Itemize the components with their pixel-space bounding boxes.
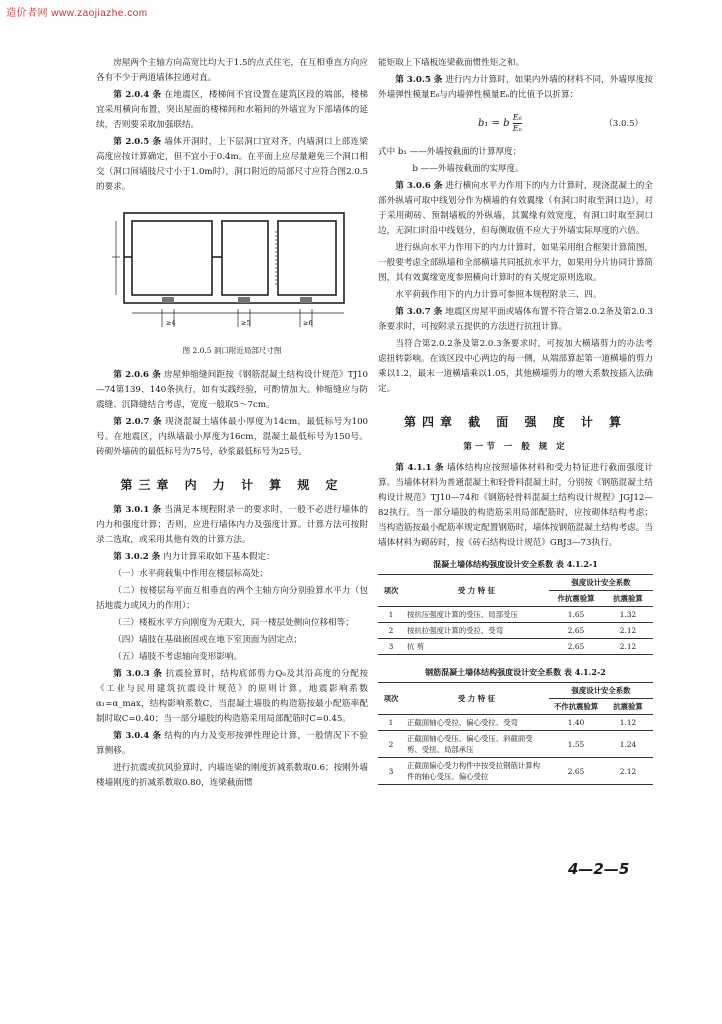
article-4-1-1 (378, 461, 653, 551)
article-number: 第 2.0.5 条 (113, 137, 162, 147)
table-cell: 2.65 (549, 758, 603, 785)
article-3-0-2 (96, 550, 368, 565)
article-text: 房屋伸缩缝间距按《钢筋混凝土结构设计规范》TJ10—74第139、140条执行，如有实践经验，可酌情加大。伸缩缝应与防震缝、沉降缝结合考虑，宽度一般取5～7cm。 (96, 370, 369, 410)
assumption-item: （四）墙肢在基础嵌固或在地下室顶面为固定点； (113, 635, 303, 645)
table-cell: 2.12 (603, 639, 653, 655)
table-cell: 3 (378, 758, 404, 785)
article-number: 第 3.0.5 条 (395, 75, 443, 85)
article-text: 地震区房屋平面或墙体布置不符合第2.0.2条及第2.0.3条要求时，可按附录五提供的方法进行抗扭计算。 (378, 307, 654, 332)
left-column (96, 56, 368, 793)
article-number: 第 2.0.4 条 (113, 90, 162, 100)
formula-lhs: b₁ = b (478, 118, 510, 129)
table-cell: 3 (378, 639, 404, 655)
article-3-0-4 (96, 729, 368, 759)
table-row (378, 623, 653, 639)
article-2-0-7 (96, 415, 368, 460)
table-row (378, 758, 653, 785)
article-number: 第 3.0.2 条 (113, 552, 161, 562)
table-cell: 正截面轴心受拉、偏心受拉、受弯 (404, 715, 549, 731)
article-3-0-1 (96, 503, 368, 548)
opening-layout-drawing (102, 201, 364, 339)
safety-factor-table-reinforced (378, 682, 653, 785)
paragraph: 房屋两个主轴方向高宽比均大于1.5的点式住宅，在互相垂直方向应各有不少于两道墙体拉通对直。 (96, 58, 368, 83)
table-cell: 正截面偏心受力构件中按受拉钢筋计算构件的轴心受压、偏心受拉 (404, 758, 549, 785)
article-text: 墙体开洞时，上下层洞口宜对齐，内墙洞口上部连梁高度应按计算确定，但不宜小于0.4m。在平面上应尽量避免三个洞口相交（洞口间墙肢尺寸小于1.0m时），洞口附近的局部尺寸应符合图2.0.5的要求。 (96, 137, 369, 192)
article-text: 在地震区，楼梯间不宜设置在建筑区段的端部，楼梯宜采用横向布置，突出屋面的楼梯间和水箱间的外墙宜为下部墙体的延续，否则要采取加强联结。 (96, 90, 369, 130)
table-cell: 1.55 (549, 731, 603, 758)
assumption-item: （三）楼板水平方向刚度为无限大，同一楼层处侧向位移相等； (113, 618, 354, 628)
article-text: 墙体结构应按照墙体材料和受力特征进行截面强度计算。当墙体材料为普通混凝土和轻骨料混凝土时，分别按《钢筋混凝土结构设计规范》TJ10—74和《钢筋轻骨料混凝土结构设计规程》JGJ12—82执行。当一部分墙肢的构造筋采用局部配筋时，应按砌体结构考虑；当构造筋按最小配筋率规定配置钢筋时，墙体按钢筋混凝土结构考虑。当墙体材料为砌砖时，按《砖石结构设计规范》GBJ3—73执行。 (378, 463, 654, 548)
column-header: 强度设计安全系数 (549, 683, 653, 699)
table-row (378, 715, 653, 731)
formula-where: 式中 b₁ ——外墙按截面的计算厚度； (378, 147, 522, 157)
assumption-item: （五）墙肢不考虑轴向变形影响。 (113, 652, 243, 662)
table-cell: 2.65 (549, 639, 603, 655)
paragraph: 进行抗震或抗风验算时，内墙连梁的刚度折减系数取0.6；按刚外墙楼墙刚度的折减系数取0.80，连梁截面惯 (96, 763, 368, 788)
table-row (378, 639, 653, 655)
table-cell: 1 (378, 607, 404, 623)
formula-denominator: Eₙ (512, 124, 522, 133)
article-text: 内力计算采取如下基本假定： (163, 552, 275, 562)
assumption-item: （一）水平荷载集中作用在楼层标高处； (113, 569, 268, 579)
article-number: 第 3.0.1 条 (113, 505, 162, 515)
table-cell: 按抗拉强度计算的受拉、受弯 (404, 623, 549, 639)
safety-factor-table-concrete (378, 574, 653, 655)
watermark: 造价者网 www.zaojiazhe.com (6, 8, 148, 19)
table-cell: 抗 剪 (404, 639, 549, 655)
column-header: 不作抗震验算 (549, 699, 603, 715)
column-header: 抗震验算 (603, 699, 653, 715)
column-header: 作抗震验算 (549, 591, 603, 607)
chapter-3-title: 第三章 内 力 计 算 规 定 (120, 478, 344, 492)
article-3-0-6 (378, 179, 653, 239)
article-3-0-7 (378, 305, 653, 335)
formula-3-0-5 (378, 107, 653, 141)
formula-where: b ——外墙按截面的实厚度。 (412, 164, 524, 174)
formula-number: （3.0.5） (604, 119, 643, 129)
article-2-0-5 (96, 135, 368, 195)
dimension-label: ≥6 (303, 319, 313, 327)
table-cell: 1 (378, 715, 404, 731)
section-1-title: 第一节 一 般 规 定 (463, 442, 568, 452)
article-number: 第 2.0.7 条 (113, 417, 162, 427)
article-text: 现浇混凝土墙体最小厚度为14cm，最低标号为100号。在地震区，内纵墙最小厚度为16cm，混凝土最低标号为150号。砖砌外墙砖的最低标号为75号，砂浆最低标号为25号。 (96, 417, 369, 457)
article-3-0-3 (96, 667, 368, 727)
column-header: 受 力 特 征 (404, 575, 549, 607)
dimension-label: ≥4 (166, 319, 176, 327)
formula-fraction (513, 113, 522, 134)
figure-2-0-5 (102, 201, 364, 339)
paragraph: 能矩取上下墙板连梁截面惯性矩之和。 (378, 58, 525, 68)
table-cell: 正截面轴心受压、偏心受压、斜截面受剪、受扭、局部承压 (404, 731, 549, 758)
table-caption: 混凝土墙体结构强度设计安全系数 表 4.1.2-1 (433, 559, 598, 569)
column-header: 项次 (378, 683, 404, 715)
assumption-item: （二）按楼层每平面互相垂直的两个主轴方向分别验算水平力（包括地震力或风力的作用）； (96, 586, 368, 611)
paragraph: 进行纵向水平力作用下的内力计算时，如果采用组合框架计算简图，一般要考虑全部纵墙和全部横墙共同抵抗水平力，如果用分片协同计算简图，其有效翼缘宽度参照横向计算时的有关规定原则选取。 (378, 243, 654, 283)
article-text: 抗震验算时，结构底部剪力Q₀及其沿高度的分配按《工业与民用建筑抗震设计规范》的原则计算，地震影响系数α₁=α_max，结构影响系数C，当混凝土墙肢的构造筋按最小配筋率配制时取C=0.40；当一部分墙肢的构造筋采用局部配筋时C=0.45。 (96, 669, 368, 724)
table-cell: 1.24 (603, 731, 653, 758)
right-column (378, 56, 653, 785)
table-row (378, 607, 653, 623)
article-text: 结构的内力及变形按弹性理论计算，一般情况下不验算侧移。 (96, 731, 369, 756)
column-header: 强度设计安全系数 (549, 575, 653, 591)
article-number: 第 4.1.1 条 (395, 463, 444, 473)
table-cell: 2 (378, 731, 404, 758)
article-number: 第 3.0.7 条 (395, 307, 443, 317)
article-2-0-6 (96, 368, 368, 413)
table-cell: 2.12 (603, 758, 653, 785)
article-number: 第 3.0.3 条 (113, 669, 163, 679)
article-number: 第 2.0.6 条 (113, 370, 161, 380)
table-cell: 1.32 (603, 607, 653, 623)
table-cell: 1.65 (549, 607, 603, 623)
article-text: 进行内力计算时，如果内外墙的材料不同，外墙厚度按外墙弹性模量E₆与内墙弹性模量Eₙ的比值予以折算： (378, 75, 653, 100)
formula-expression (478, 113, 522, 134)
article-text: 进行横向水平力作用下的内力计算时，现浇混凝土的全部外纵墙可取中线划分作为横墙的有效翼缘（有洞口时取至洞口边），对于采用砌砖、预制墙板的外纵墙，其翼缘有效宽度，有洞口时取至洞口边，无洞口时沿中线划分，但每侧取值不应大于外墙实际厚度的六倍。 (378, 181, 653, 236)
table-cell: 按抗压强度计算的受压、局部受压 (404, 607, 549, 623)
article-2-0-4 (96, 88, 368, 133)
column-header: 项次 (378, 575, 404, 607)
article-number: 第 3.0.4 条 (113, 731, 162, 741)
table-row (378, 731, 653, 758)
table-cell: 2.12 (603, 623, 653, 639)
column-header: 抗震验算 (603, 591, 653, 607)
table-cell: 1.12 (603, 715, 653, 731)
chapter-4-title: 第四章 截 面 强 度 计 算 (403, 415, 628, 429)
article-number: 第 3.0.6 条 (395, 181, 443, 191)
paragraph: 当符合第2.0.2条及第2.0.3条要求时，可按加大横墙剪力的办法考虑扭转影响。在该区段中心两边的每一侧，从端部算起第一道横墙的剪力乘以1.2，最末一道横墙乘以1.05，其他横墙剪力的增大系数按插入法确定。 (378, 339, 654, 394)
column-header: 受 力 特 征 (404, 683, 549, 715)
article-3-0-5 (378, 73, 653, 103)
paragraph: 水平荷载作用下的内力计算可参照本规程附录三、四。 (395, 290, 602, 300)
table-cell: 2.65 (549, 623, 603, 639)
table-cell: 1.40 (549, 715, 603, 731)
table-cell: 2 (378, 623, 404, 639)
formula-numerator: E₆ (512, 113, 522, 122)
dimension-label: ≥5 (241, 319, 251, 327)
figure-caption: 图 2.0.5 洞口附近局部尺寸图 (182, 346, 282, 355)
page-number: 4—2—5 (568, 860, 630, 878)
table-caption: 钢筋混凝土墙体结构强度设计安全系数 表 4.1.2-2 (425, 667, 606, 677)
article-text: 当满足本规程附录一的要求时，一般不必进行墙体的内力和强度计算；否则，应进行墙体内力及强度计算。计算方法可按附录二选取，或采用其他有效的计算方法。 (96, 505, 369, 545)
